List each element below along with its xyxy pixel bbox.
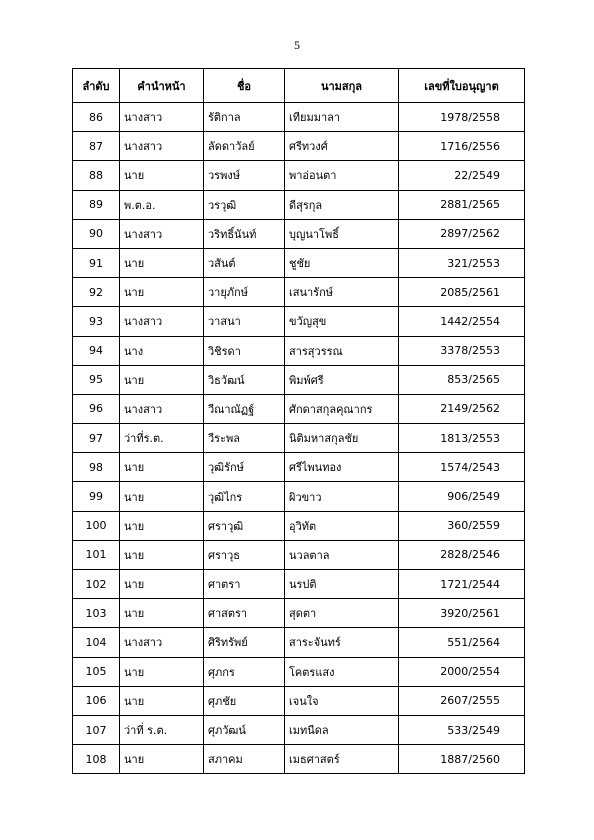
- table-row: [73, 161, 525, 190]
- cell-license: 906/2549: [399, 482, 525, 511]
- table-row: [73, 482, 525, 511]
- cell-no: 101: [73, 540, 120, 569]
- cell-first-name: วุฒิไกร: [204, 482, 285, 511]
- cell-first-name: ศุภกร: [204, 657, 285, 686]
- cell-last-name: พิมพ์ศรี: [285, 365, 399, 394]
- cell-last-name: นรปติ: [285, 570, 399, 599]
- cell-license: 1716/2556: [399, 132, 525, 161]
- cell-first-name: วีระพล: [204, 424, 285, 453]
- cell-license: 1574/2543: [399, 453, 525, 482]
- cell-license: 1813/2553: [399, 424, 525, 453]
- cell-no: 96: [73, 394, 120, 423]
- page-number: 5: [294, 38, 300, 52]
- cell-first-name: ศาสตรา: [204, 599, 285, 628]
- cell-last-name: สาระจันทร์: [285, 628, 399, 657]
- table-row: [73, 657, 525, 686]
- cell-no: 100: [73, 511, 120, 540]
- table-row: [73, 715, 525, 744]
- cell-last-name: ดีสุรกุล: [285, 190, 399, 219]
- cell-prefix: นาย: [120, 570, 204, 599]
- cell-no: 106: [73, 686, 120, 715]
- cell-first-name: ศาตรา: [204, 570, 285, 599]
- cell-last-name: เมธศาสตร์: [285, 745, 399, 774]
- cell-prefix: นางสาว: [120, 307, 204, 336]
- cell-license: 360/2559: [399, 511, 525, 540]
- table-row: [73, 424, 525, 453]
- cell-no: 98: [73, 453, 120, 482]
- cell-first-name: ศราวุฒิ: [204, 511, 285, 540]
- cell-first-name: ศิริทรัพย์: [204, 628, 285, 657]
- cell-first-name: รัติกาล: [204, 103, 285, 132]
- cell-license: 2085/2561: [399, 278, 525, 307]
- cell-prefix: นาย: [120, 278, 204, 307]
- table-row: [73, 278, 525, 307]
- cell-first-name: วริทธิ์นันท์: [204, 219, 285, 248]
- cell-no: 104: [73, 628, 120, 657]
- table-row: [73, 540, 525, 569]
- cell-license: 2881/2565: [399, 190, 525, 219]
- cell-prefix: นางสาว: [120, 132, 204, 161]
- cell-last-name: บุญนาโพธิ์: [285, 219, 399, 248]
- cell-license: 1978/2558: [399, 103, 525, 132]
- header-first-name: ชื่อ: [204, 69, 285, 103]
- table-row: [73, 190, 525, 219]
- table-row: [73, 307, 525, 336]
- cell-no: 108: [73, 745, 120, 774]
- cell-prefix: นาง: [120, 336, 204, 365]
- cell-first-name: วายุภักษ์: [204, 278, 285, 307]
- cell-no: 88: [73, 161, 120, 190]
- cell-no: 92: [73, 278, 120, 307]
- cell-license: 533/2549: [399, 715, 525, 744]
- cell-no: 99: [73, 482, 120, 511]
- cell-first-name: ศุภวัฒน์: [204, 715, 285, 744]
- table-header-row: [73, 69, 525, 103]
- cell-no: 93: [73, 307, 120, 336]
- cell-first-name: วรพงษ์: [204, 161, 285, 190]
- table-row: [73, 453, 525, 482]
- cell-first-name: วุฒิรักษ์: [204, 453, 285, 482]
- cell-license: 1721/2544: [399, 570, 525, 599]
- table-row: [73, 745, 525, 774]
- cell-last-name: อุวิทัต: [285, 511, 399, 540]
- cell-prefix: นาย: [120, 453, 204, 482]
- table-row: [73, 336, 525, 365]
- cell-no: 90: [73, 219, 120, 248]
- cell-prefix: นาย: [120, 540, 204, 569]
- cell-license: 2000/2554: [399, 657, 525, 686]
- cell-last-name: ศรีทวงศ์: [285, 132, 399, 161]
- cell-prefix: นาย: [120, 365, 204, 394]
- cell-license: 853/2565: [399, 365, 525, 394]
- cell-last-name: ศรีไพนทอง: [285, 453, 399, 482]
- cell-prefix: นาย: [120, 511, 204, 540]
- cell-no: 87: [73, 132, 120, 161]
- cell-first-name: ศุภชัย: [204, 686, 285, 715]
- cell-first-name: วิชิรดา: [204, 336, 285, 365]
- cell-last-name: นวลตาล: [285, 540, 399, 569]
- cell-last-name: โคตรแสง: [285, 657, 399, 686]
- cell-last-name: ศักดาสกุลคุณากร: [285, 394, 399, 423]
- table-row: [73, 103, 525, 132]
- cell-prefix: นาย: [120, 161, 204, 190]
- cell-license: 2607/2555: [399, 686, 525, 715]
- cell-prefix: ว่าที่ร.ต.: [120, 424, 204, 453]
- cell-license: 2149/2562: [399, 394, 525, 423]
- table-row: [73, 628, 525, 657]
- cell-prefix: นาย: [120, 599, 204, 628]
- cell-no: 86: [73, 103, 120, 132]
- cell-license: 551/2564: [399, 628, 525, 657]
- cell-first-name: วาสนา: [204, 307, 285, 336]
- cell-first-name: วีณาณัฏฐ์: [204, 394, 285, 423]
- cell-no: 102: [73, 570, 120, 599]
- cell-first-name: ลัดดาวัลย์: [204, 132, 285, 161]
- cell-first-name: วรวุฒิ: [204, 190, 285, 219]
- cell-no: 97: [73, 424, 120, 453]
- cell-prefix: นาย: [120, 686, 204, 715]
- header-prefix: คำนำหน้า: [120, 69, 204, 103]
- cell-no: 107: [73, 715, 120, 744]
- cell-first-name: วิธวัฒน์: [204, 365, 285, 394]
- cell-prefix: นาย: [120, 657, 204, 686]
- cell-last-name: เทียมมาลา: [285, 103, 399, 132]
- cell-prefix: พ.ต.อ.: [120, 190, 204, 219]
- cell-no: 105: [73, 657, 120, 686]
- cell-last-name: นิติมหาสกุลชัย: [285, 424, 399, 453]
- header-no: ลำดับ: [73, 69, 120, 103]
- cell-license: 2828/2546: [399, 540, 525, 569]
- cell-no: 91: [73, 248, 120, 277]
- header-last-name: นามสกุล: [285, 69, 399, 103]
- table-row: [73, 248, 525, 277]
- table-row: [73, 394, 525, 423]
- table-row: [73, 511, 525, 540]
- cell-license: 1887/2560: [399, 745, 525, 774]
- cell-prefix: นางสาว: [120, 394, 204, 423]
- header-license: เลขที่ใบอนุญาต: [399, 69, 525, 103]
- cell-last-name: เสนารักษ์: [285, 278, 399, 307]
- cell-prefix: นางสาว: [120, 103, 204, 132]
- cell-last-name: เมทนีดล: [285, 715, 399, 744]
- table-row: [73, 599, 525, 628]
- table-row: [73, 686, 525, 715]
- cell-license: 1442/2554: [399, 307, 525, 336]
- cell-no: 94: [73, 336, 120, 365]
- cell-license: 321/2553: [399, 248, 525, 277]
- cell-no: 95: [73, 365, 120, 394]
- cell-license: 22/2549: [399, 161, 525, 190]
- cell-license: 3920/2561: [399, 599, 525, 628]
- cell-prefix: นาย: [120, 482, 204, 511]
- cell-last-name: ขวัญสุข: [285, 307, 399, 336]
- cell-prefix: นาย: [120, 248, 204, 277]
- cell-first-name: ศราวุธ: [204, 540, 285, 569]
- cell-no: 103: [73, 599, 120, 628]
- cell-prefix: นางสาว: [120, 628, 204, 657]
- cell-last-name: สุดตา: [285, 599, 399, 628]
- cell-last-name: สารสุวรรณ: [285, 336, 399, 365]
- table-row: [73, 570, 525, 599]
- table-row: [73, 219, 525, 248]
- cell-license: 3378/2553: [399, 336, 525, 365]
- cell-last-name: ชูชัย: [285, 248, 399, 277]
- license-table: [72, 68, 525, 774]
- cell-last-name: เจนใจ: [285, 686, 399, 715]
- table-row: [73, 365, 525, 394]
- cell-prefix: นาย: [120, 745, 204, 774]
- cell-last-name: ผิวขาว: [285, 482, 399, 511]
- cell-first-name: สภาคม: [204, 745, 285, 774]
- cell-first-name: วสันต์: [204, 248, 285, 277]
- table-row: [73, 132, 525, 161]
- cell-last-name: พาอ่อนตา: [285, 161, 399, 190]
- cell-license: 2897/2562: [399, 219, 525, 248]
- cell-prefix: ว่าที่ ร.ต.: [120, 715, 204, 744]
- cell-prefix: นางสาว: [120, 219, 204, 248]
- cell-no: 89: [73, 190, 120, 219]
